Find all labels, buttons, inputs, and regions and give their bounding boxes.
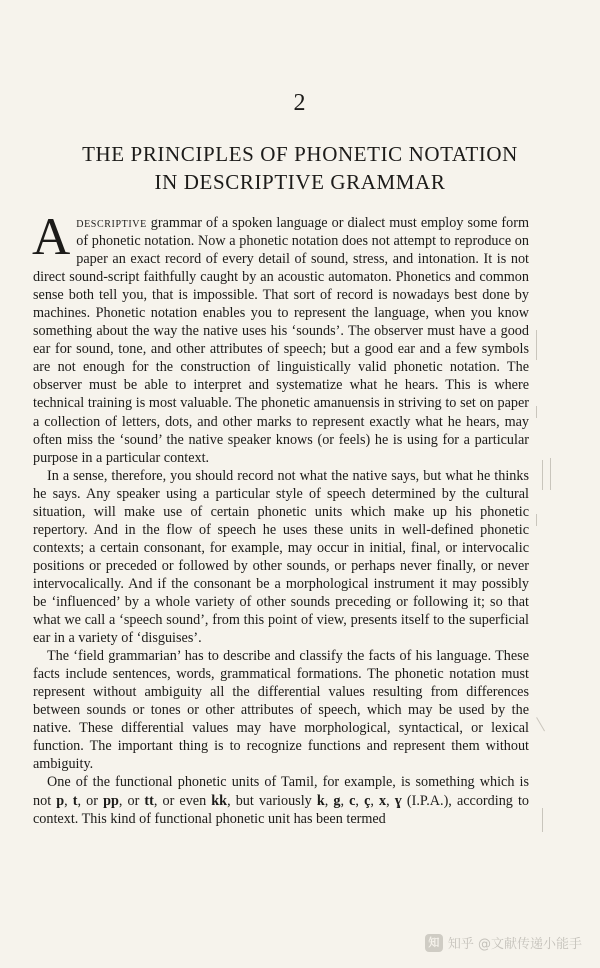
margin-pencil-mark (536, 406, 537, 418)
paragraph-3: The ‘field grammarian’ has to describe and classify the facts of his language. These facts include sentences, words, grammatical formations. The phonetic notation must represent without ambiguity all the differential values resulting from differences between sounds or tones or other attributes of speech, which may be used by the native. These differential values may have morphological, syntactical, or lexical function. The important thing is to recognize functions and represent them without ambiguity. (33, 648, 529, 773)
drop-cap: A (32, 208, 71, 266)
watermark-text: 知乎 @文献传递小能手 (447, 937, 582, 952)
chapter-title-line-1: THE PRINCIPLES OF PHONETIC NOTATION (82, 142, 518, 166)
zhihu-logo-icon: 知 (425, 934, 443, 952)
phonetic-symbol: p (56, 792, 65, 809)
paragraph-1 (32, 208, 529, 467)
p4-sep: , or (77, 792, 104, 809)
zhihu-watermark (425, 933, 582, 952)
p4-sep: , (324, 792, 334, 809)
p4-text-b: (I.P.A.), according to context. This kind of functional phonetic unit has been termed (33, 792, 530, 827)
phonetic-symbol: ç (364, 792, 371, 809)
p4-text-a: One of the functional phonetic units of Tamil, for example, is something which is not (33, 774, 529, 809)
chapter-number: 2 (293, 90, 307, 116)
phonetic-symbol: t (72, 792, 78, 809)
phonetic-symbol: ɣ (394, 792, 402, 809)
chapter-title (20, 140, 580, 196)
lead-word: descriptive (76, 215, 147, 231)
margin-pencil-mark (536, 330, 537, 360)
phonetic-symbol: g (333, 792, 341, 809)
p4-sep: , (386, 792, 395, 809)
margin-pencil-mark (542, 808, 543, 832)
body-text (32, 208, 530, 828)
phonetic-symbol: x (379, 792, 387, 809)
paragraph-1-text: grammar of a spoken language or dialect must employ some form of phonetic notation. Now a phonetic notation does not attempt to reproduce on paper an exact record of every detail of sound, stress, and intonation. It is not direct sound-script faithfully caught by an acoustic automaton. Phonetics and common sense both tell you, that is impossible. That sort of record is nowadays best done by machines. Phonetic notation enables you to represent the language, when you know something about the way the native uses his ‘sounds’. The observer must have a good ear for sound, tone, and other attributes of speech; but a good ear and a few symbols are not enough for the construction of linguistically valid phonetic notation. The observer must be able to interpret and systematize what he hears. This is where technical training is most valuable. The phonetic amanuensis in striving to set on paper a collection of letters, dots, and other marks to represent exactly what he hears, may often miss the ‘sound’ the native speaker knows (or feels) he is using for a particular purpose in a particular context. (33, 215, 529, 466)
p4-sep: , (64, 792, 73, 809)
margin-pencil-mark (536, 717, 546, 732)
margin-pencil-mark (550, 458, 551, 490)
p4-sep: , but variously (227, 792, 317, 809)
phonetic-symbol: kk (211, 792, 228, 809)
p4-sep: , (340, 792, 350, 809)
chapter-title-line-2: IN DESCRIPTIVE GRAMMAR (154, 170, 446, 194)
margin-pencil-mark (536, 514, 537, 526)
p4-sep: , or (118, 792, 145, 809)
paragraph-4 (33, 773, 529, 827)
paragraph-2: In a sense, therefore, you should record not what the native says, but what he thinks he says. Any speaker using a particular style of speech determined by the cultural situation, will make use of certain phonetic units which make up his phonetic repertory. And in the flow of speech he uses these units in well-defined phonetic contexts; a certain consonant, for example, may occur in initial, final, or intervocalic positions or preceded or followed by other sounds, or perhaps never finally, or never intervocalically. And if the consonant be a morphological instrument it may possibly be ‘influenced’ by a whole variety of other sounds preceding or following it; so that what we call a ‘speech sound’, from this point of view, presents itself to the superficial ear in a variety of ‘disguises’. (33, 467, 529, 647)
phonetic-symbol: pp (103, 792, 119, 809)
p4-sep: , (370, 792, 380, 809)
phonetic-symbol: c (349, 792, 356, 809)
phonetic-symbol: tt (144, 792, 154, 809)
p4-sep: , or even (153, 792, 212, 809)
phonetic-symbol: k (316, 792, 325, 809)
p4-sep: , (355, 792, 365, 809)
margin-pencil-mark (542, 460, 543, 490)
